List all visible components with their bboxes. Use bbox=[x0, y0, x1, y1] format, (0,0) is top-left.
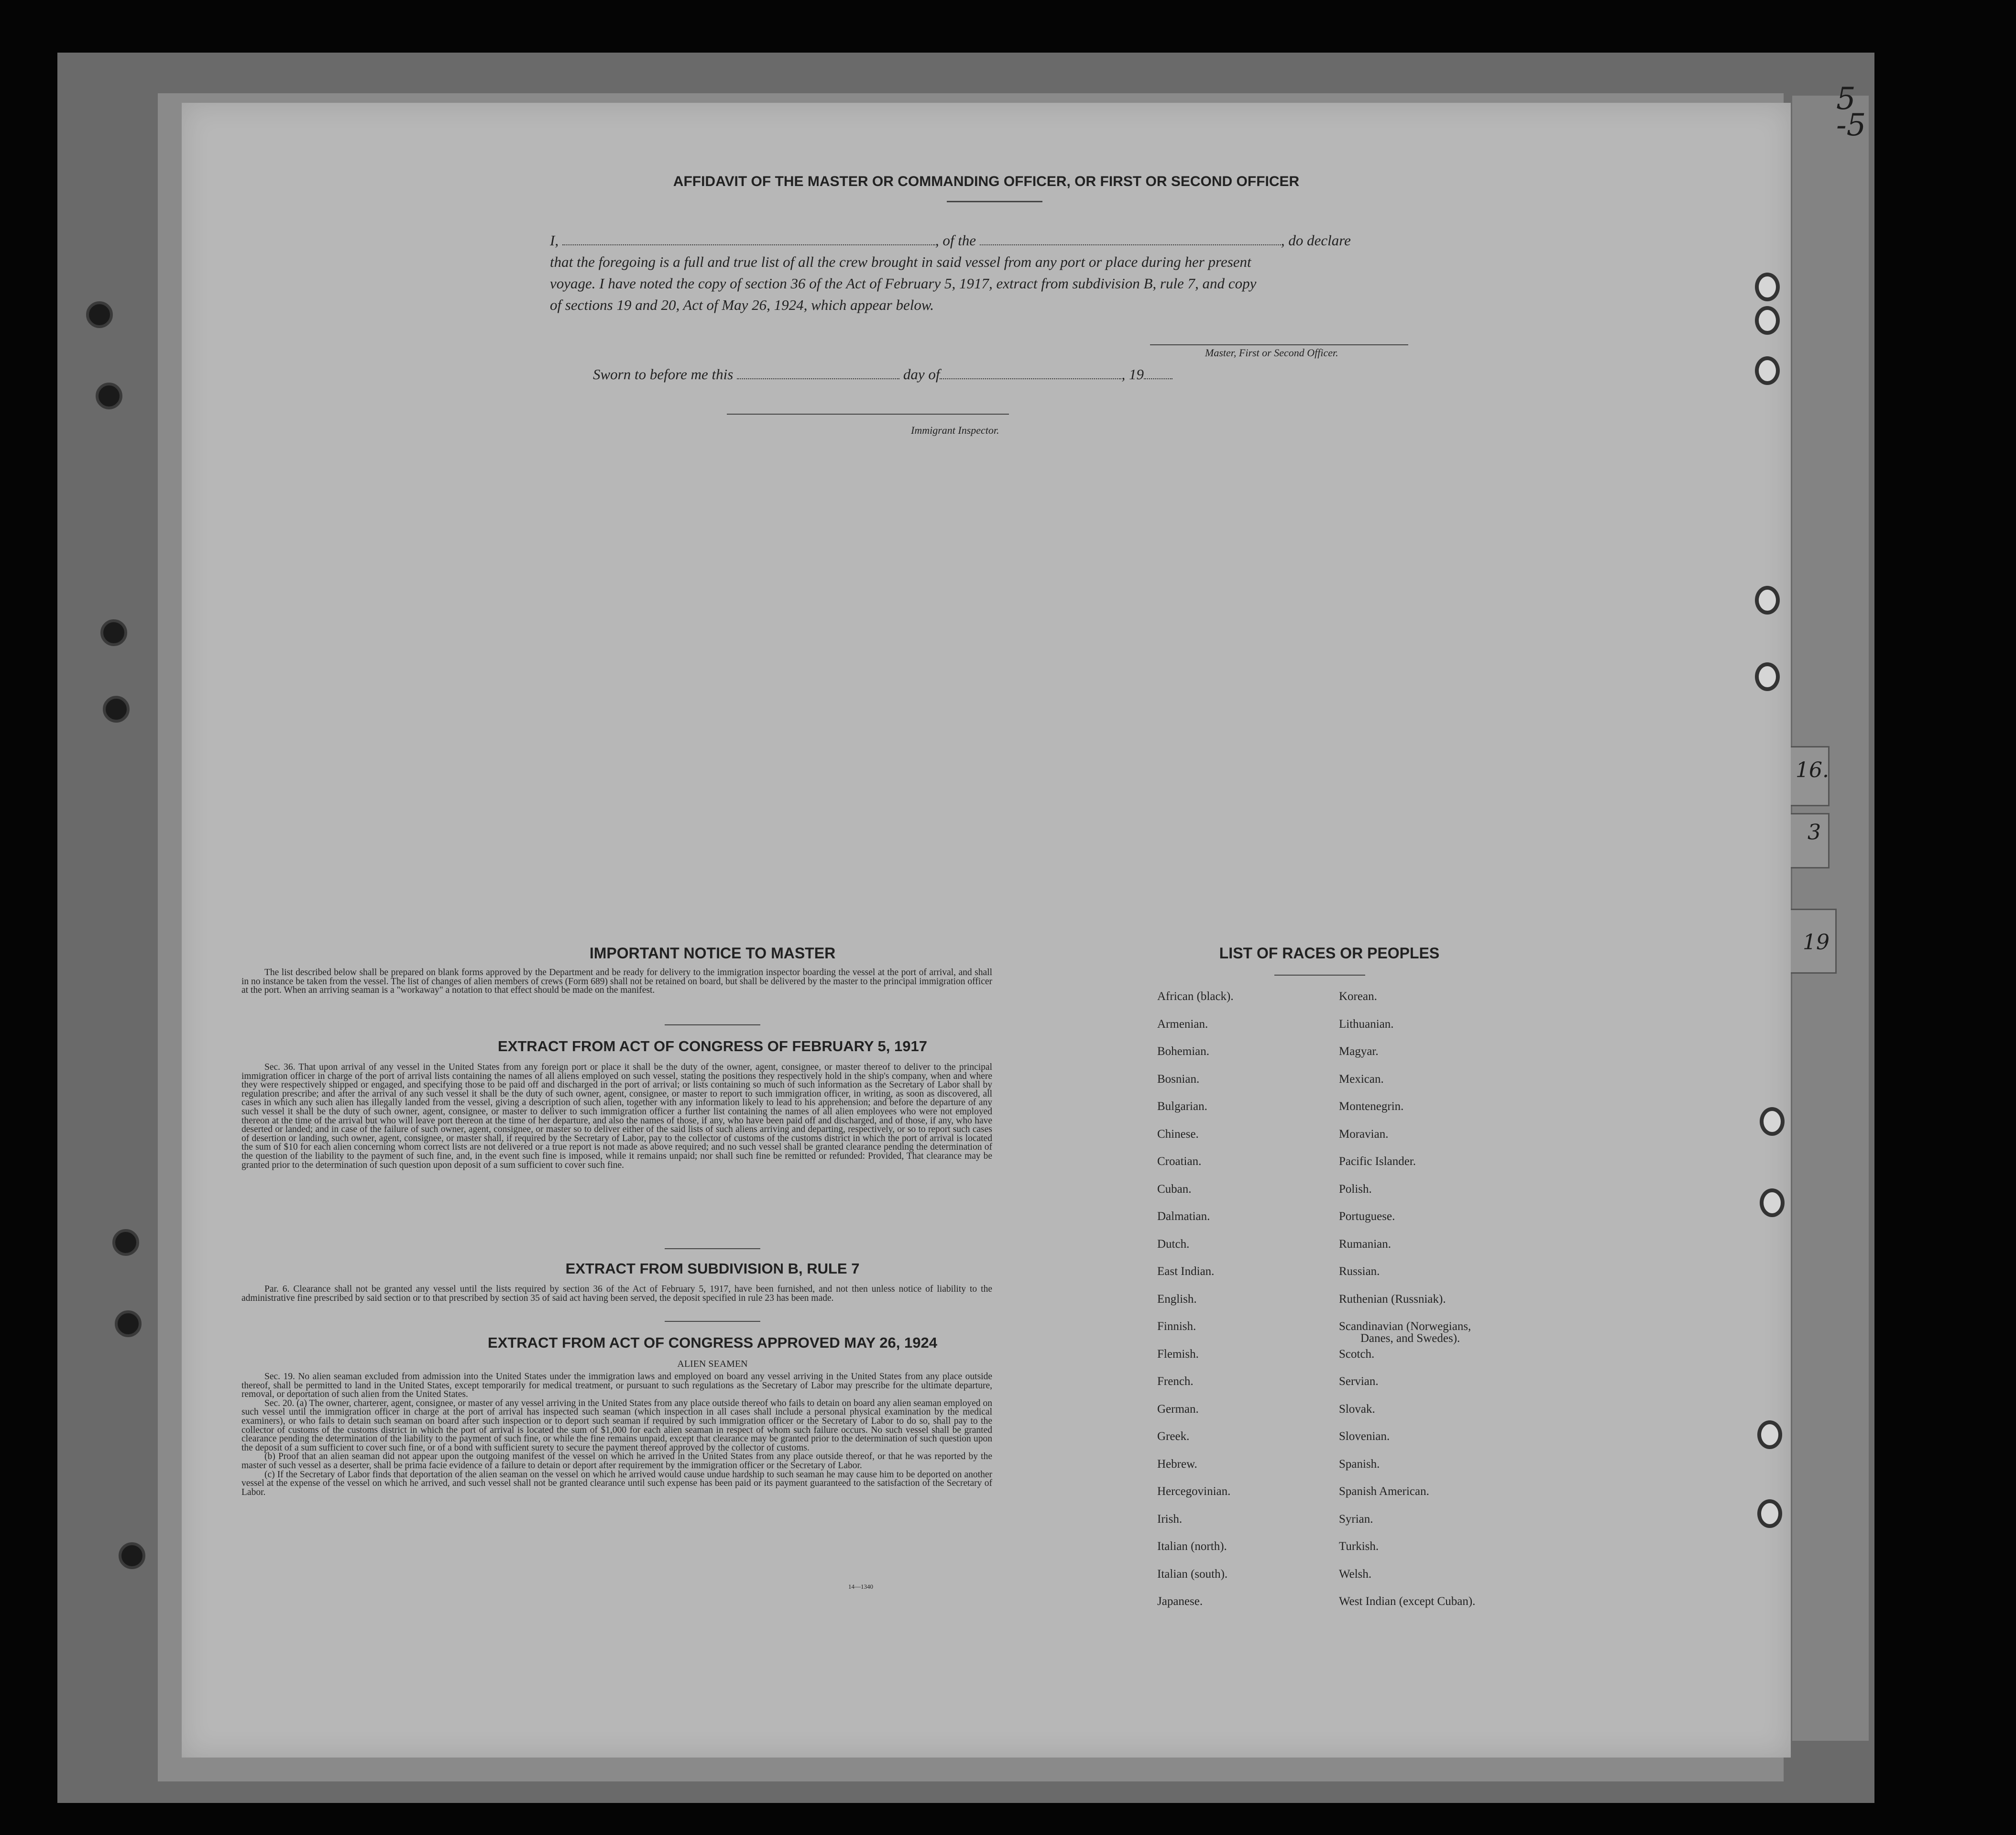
alien-seamen-subtitle: ALIEN SEAMEN bbox=[677, 1359, 748, 1369]
corner-mark-bottom: -5 bbox=[1836, 108, 1866, 143]
notice-paragraph: The list described below shall be prepared on blank forms approved by the Department and be ready for delivery to the immigration inspector boarding the vessel at the port of arrival, and shall in no instance be taken from the vessel. The list of changes of alien members of crews (Form 689) shall not be retained on board, but shall be delivered by the master to the principal immigration officer at the port. When an arriving seaman is a "workaway" a notation to that effect should be made on the manifest. bbox=[241, 967, 992, 996]
race-right-item: Slovenian. bbox=[1339, 1430, 1390, 1443]
race-left-item: Dalmatian. bbox=[1157, 1210, 1210, 1223]
race-right-item: Rumanian. bbox=[1339, 1237, 1391, 1251]
officer-signature-line[interactable] bbox=[1150, 344, 1408, 345]
race-right-item: Servian. bbox=[1339, 1375, 1379, 1388]
page-hole bbox=[1760, 1188, 1785, 1217]
race-left-item: Irish. bbox=[1157, 1512, 1183, 1526]
year-label: , 19 bbox=[1121, 366, 1144, 383]
margin-number-a: 16. bbox=[1796, 758, 1829, 782]
race-right-item: Montenegrin. bbox=[1339, 1100, 1404, 1113]
race-right-item: Pacific Islander. bbox=[1339, 1155, 1416, 1168]
affidavit-line-2: that the foregoing is a full and true list of all the crew brought in said vessel from any port or place during her present bbox=[550, 253, 1251, 270]
extract-1924-text bbox=[241, 1373, 992, 1497]
race-left-item: Chinese. bbox=[1157, 1127, 1199, 1141]
sworn-year-field[interactable] bbox=[1144, 378, 1172, 379]
extract-1924-title: EXTRACT FROM ACT OF CONGRESS APPROVED MAY 26, 1924 bbox=[488, 1334, 937, 1351]
section-rule bbox=[665, 1321, 760, 1322]
race-right-item: Magyar. bbox=[1339, 1045, 1379, 1058]
race-left-item: Bosnian. bbox=[1157, 1072, 1200, 1086]
race-right-item: Spanish American. bbox=[1339, 1485, 1429, 1498]
race-left-item: French. bbox=[1157, 1375, 1194, 1388]
race-left-item: Cuban. bbox=[1157, 1182, 1192, 1196]
notice-text bbox=[241, 968, 992, 995]
races-title: LIST OF RACES OR PEOPLES bbox=[1219, 945, 1440, 962]
race-right-item: Slovak. bbox=[1339, 1402, 1375, 1416]
race-right-item: Mexican. bbox=[1339, 1072, 1384, 1086]
affidavit-i: I, bbox=[550, 232, 559, 249]
subdivision-text bbox=[241, 1285, 992, 1303]
race-right-item: Russian. bbox=[1339, 1265, 1380, 1278]
binder-hole bbox=[119, 1542, 145, 1569]
sec-19-paragraph: Sec. 19. No alien seaman excluded from admission into the United States under the immigration laws and employed on board any vessel arriving in the United States from any place outside thereof, shall be permitted to land in the United States, except temporarily for medical treatment, or pursuant to such regulations as the Secretary of Labor may prescribe for the ultimate departure, removal, or deportation of such alien from the United States. bbox=[241, 1372, 992, 1400]
margin-number-c: 19 bbox=[1803, 930, 1830, 955]
notice-title: IMPORTANT NOTICE TO MASTER bbox=[589, 945, 836, 962]
race-left-item: Greek. bbox=[1157, 1430, 1190, 1443]
race-right-item: Lithuanian. bbox=[1339, 1017, 1394, 1031]
race-right-item: West Indian (except Cuban). bbox=[1339, 1595, 1476, 1608]
race-right-item: Portuguese. bbox=[1339, 1210, 1395, 1223]
binder-hole bbox=[112, 1229, 139, 1256]
sec-20c-paragraph: (c) If the Secretary of Labor finds that deportation of the alien seaman on the vessel on which he arrived would cause undue hardship to such seaman he may cause him to be deported on another vessel at the expense of the vessel on which he arrived, and such vessel shall not be granted clearance until such expense has been paid or its payment guaranteed to the satisfaction of the Secretary of Labor. bbox=[241, 1469, 992, 1497]
race-left-item: African (black). bbox=[1157, 990, 1234, 1003]
race-right-item: Scandinavian (Norwegians, bbox=[1339, 1320, 1471, 1333]
race-left-item: Bohemian. bbox=[1157, 1045, 1210, 1058]
race-right-item: Welsh. bbox=[1339, 1567, 1372, 1581]
page-hole bbox=[1757, 1420, 1782, 1449]
binder-hole bbox=[100, 619, 127, 646]
extract-1917-text bbox=[241, 1063, 992, 1170]
day-of-label: day of bbox=[903, 366, 940, 383]
binder-hole bbox=[96, 383, 122, 409]
race-right-item: Spanish. bbox=[1339, 1457, 1380, 1471]
page-hole bbox=[1757, 1499, 1782, 1528]
race-right-item: Moravian. bbox=[1339, 1127, 1389, 1141]
affidavit-of-the: , of the bbox=[935, 232, 976, 249]
extract-1917-paragraph: Sec. 36. That upon arrival of any vessel in the United States from any foreign port or place it shall be the duty of the owner, agent, consignee, or master thereof to deliver to the principal immigration officer in charge of the port of arrival lists containing the names of all aliens employed on such vessel, stating the positions they respectively hold in the ship's company, when and where they were respectively shipped or engaged, and specifying those to be paid off and discharged in the port of arrival; or lists containing so much of such information as the Secretary of Labor shall by regulation prescribe; and after the arrival of any such vessel it shall be the duty of such owner, agent, consignee, or master to report to such immigration officer, in writing, as soon as discovered, all cases in which any such alien has illegally landed from the vessel, giving a description of such alien, together with any information likely to lead to his apprehension; and before the departure of any such vessel it shall be the duty of such owner, agent, consignee, or master to deliver to such immigration officer a further list containing the names of all alien employees who were not employed thereon at the time of the arrival but who will leave port thereon at the time of her departure, and also the names of those, if any, who have been paid off and discharged, and of those, if any, who have deserted or landed; and in case of the failure of such owner, agent, consignee, or master so to deliver either of the said lists of such aliens arriving and departing, respectively, or so to report such cases of desertion or landing, such owner, agent, consignee, or master shall, if required by the Secretary of Labor, pay to the collector of customs of the customs district in which the port of arrival is located the sum of $10 for each alien concerning whom correct lists are not delivered or a true report is not made as above required; and no such vessel shall be granted clearance pending the determination of the question of the liability to the payment of such fine, and, in the event such fine is imposed, while it remains unpaid; nor shall such fine be remitted or refunded: Provided, That clearance may be granted prior to the determination of such question upon deposit of a sum sufficient to cover such fine. bbox=[241, 1062, 992, 1170]
race-left-item: Hebrew. bbox=[1157, 1457, 1197, 1471]
form-page bbox=[182, 103, 1791, 1758]
vessel-name-field[interactable] bbox=[980, 244, 1281, 245]
race-left-item: East Indian. bbox=[1157, 1265, 1215, 1278]
section-rule bbox=[665, 1248, 760, 1249]
page-hole bbox=[1755, 586, 1780, 615]
affidavit-line-4: of sections 19 and 20, Act of May 26, 1924, which appear below. bbox=[550, 297, 934, 313]
race-left-item: Hercegovinian. bbox=[1157, 1485, 1231, 1498]
page-hole bbox=[1755, 273, 1780, 301]
subdivision-paragraph: Par. 6. Clearance shall not be granted any vessel until the lists required by section 36 of the Act of February 5, 1917, have been furnished, and not then unless notice of liability to the administrative fine prescribed by said section or to that prescribed by section 35 of said act having been served, the deposit specified in rule 23 has been made. bbox=[241, 1284, 992, 1303]
master-name-field[interactable] bbox=[562, 244, 935, 245]
race-left-item: German. bbox=[1157, 1402, 1199, 1416]
race-left-item: Finnish. bbox=[1157, 1320, 1196, 1333]
sec-20a-paragraph: Sec. 20. (a) The owner, charterer, agent, consignee, or master of any vessel arriving in the United States from any place outside thereof who fails to detain on board any alien seaman employed on such vessel until the immigration officer in charge at the port of arrival has inspected such seaman (which inspection in all cases shall include a personal physical examination by the medical examiners), or who fails to detain such seaman on board after such inspection or to deport such seaman if required by such immigration officer or the Secretary of Labor to do so, shall pay to the collector of customs of the customs district in which the port of arrival is located the sum of $1,000 for each alien seaman in respect of whom such failure occurs. No such vessel shall be granted clearance pending the determination of the liability to the payment of such fine, or while the fine remains unpaid, except that clearance may be granted prior to the determination of such question upon the deposit of a sum sufficient to cover such fine, or of a bond with sufficient surety to secure the payment thereof approved by the collector of customs. bbox=[241, 1398, 992, 1453]
corner-mark-top: 5 bbox=[1836, 81, 1856, 117]
page-hole bbox=[1755, 662, 1780, 691]
race-left-item: Dutch. bbox=[1157, 1237, 1190, 1251]
race-right-item: Ruthenian (Russniak). bbox=[1339, 1292, 1446, 1306]
race-right-item: Korean. bbox=[1339, 990, 1377, 1003]
affidavit-title: AFFIDAVIT OF THE MASTER OR COMMANDING OFFICER, OR FIRST OR SECOND OFFICER bbox=[673, 174, 1300, 189]
race-right-item: Turkish. bbox=[1339, 1540, 1379, 1553]
title-rule bbox=[947, 201, 1042, 202]
race-left-item: English. bbox=[1157, 1292, 1197, 1306]
binder-hole bbox=[86, 301, 113, 328]
sworn-month-field[interactable] bbox=[940, 378, 1121, 379]
margin-number-b: 3 bbox=[1808, 820, 1821, 845]
race-left-item: Japanese. bbox=[1157, 1595, 1203, 1608]
binder-hole bbox=[115, 1310, 142, 1337]
officer-caption: Master, First or Second Officer. bbox=[1205, 347, 1338, 359]
section-rule bbox=[665, 1024, 760, 1025]
inspector-signature-line[interactable] bbox=[727, 414, 1009, 415]
sec-20b-paragraph: (b) Proof that an alien seaman did not appear upon the outgoing manifest of the vessel on which he arrived in the United States from any place outside thereof, or that he was reported by the master of such vessel as a deserter, shall be prima facie evidence of a failure to detain or deport after requirement by the immigration officer or the Secretary of Labor. bbox=[241, 1451, 992, 1471]
affidavit-declare: , do declare bbox=[1281, 232, 1351, 249]
form-number: 14—1340 bbox=[848, 1583, 873, 1590]
sworn-line bbox=[593, 366, 1172, 383]
sworn-day-field[interactable] bbox=[737, 378, 899, 379]
race-right-item: Syrian. bbox=[1339, 1512, 1373, 1526]
race-left-item: Croatian. bbox=[1157, 1155, 1202, 1168]
race-left-item: Italian (north). bbox=[1157, 1540, 1227, 1553]
binder-hole bbox=[103, 696, 130, 723]
page-hole bbox=[1755, 356, 1780, 385]
subdivision-title: EXTRACT FROM SUBDIVISION B, RULE 7 bbox=[565, 1260, 860, 1277]
race-left-item: Italian (south). bbox=[1157, 1567, 1228, 1581]
race-right-item: Scotch. bbox=[1339, 1347, 1375, 1361]
race-right-item: Polish. bbox=[1339, 1182, 1372, 1196]
affidavit-line-1 bbox=[550, 232, 1351, 249]
race-right-item-continuation: Danes, and Swedes). bbox=[1360, 1332, 1460, 1345]
races-rule bbox=[1274, 975, 1365, 976]
sworn-label: Sworn to before me this bbox=[593, 366, 734, 383]
page-hole bbox=[1760, 1107, 1785, 1136]
inspector-caption: Immigrant Inspector. bbox=[911, 424, 999, 436]
extract-1917-title: EXTRACT FROM ACT OF CONGRESS OF FEBRUARY 5, 1917 bbox=[498, 1038, 927, 1055]
race-left-item: Flemish. bbox=[1157, 1347, 1199, 1361]
affidavit-line-3: voyage. I have noted the copy of section 36 of the Act of February 5, 1917, extract from subdivision B, rule 7, and copy bbox=[550, 275, 1257, 292]
race-left-item: Armenian. bbox=[1157, 1017, 1208, 1031]
race-left-item: Bulgarian. bbox=[1157, 1100, 1207, 1113]
page-hole bbox=[1755, 306, 1780, 335]
